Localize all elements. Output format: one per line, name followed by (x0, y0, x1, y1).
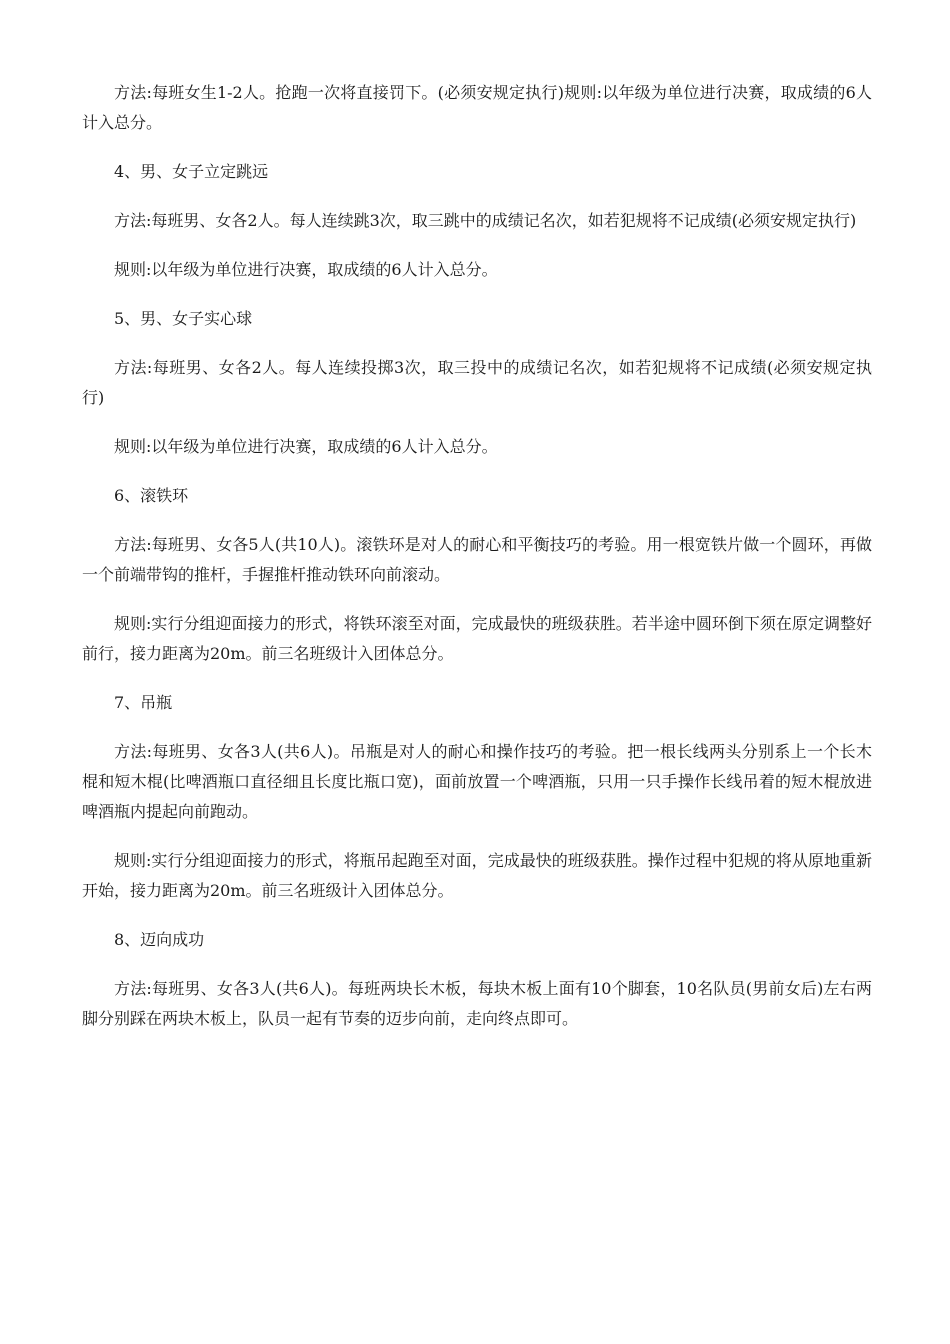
section-heading-standing-long-jump: 4、男、女子立定跳远 (114, 162, 269, 181)
paragraph-method-step-to-success: 方法:每班男、女各3人(共6人)。每班两块长木板，每块木板上面有10个脚套，10名队员(男前女后)左右两脚分别踩在两块木板上，队员一起有节奏的迈步向前，走向终点即可。 (82, 979, 872, 1028)
paragraph-method-bottle-hanging: 方法:每班男、女各3人(共6人)。吊瓶是对人的耐心和操作技巧的考验。把一根长线两头分别系上一个长木棍和短木棍(比啤酒瓶口直径细且长度比瓶口宽)，面前放置一个啤酒瓶，只用一只手操作长线吊着的短木棍放进啤酒瓶内提起向前跑动。 (82, 742, 872, 821)
paragraph-rule-medicine-ball: 规则:以年级为单位进行决赛，取成绩的6人计入总分。 (114, 437, 498, 456)
section-heading-bottle-hanging: 7、吊瓶 (114, 693, 173, 712)
section-heading-medicine-ball: 5、男、女子实心球 (114, 309, 253, 328)
section-heading-step-to-success: 8、迈向成功 (114, 930, 205, 949)
paragraph-method-long-jump: 方法:每班男、女各2人。每人连续跳3次，取三跳中的成绩记名次，如若犯规将不记成绩(必须安规定执行) (114, 211, 857, 230)
paragraph-rule-long-jump: 规则:以年级为单位进行决赛，取成绩的6人计入总分。 (114, 260, 498, 279)
paragraph-method-medicine-ball: 方法:每班男、女各2人。每人连续投掷3次，取三投中的成绩记名次，如若犯规将不记成绩(必须安规定执行) (82, 358, 872, 407)
paragraph-rule-hoop-rolling: 规则:实行分组迎面接力的形式，将铁环滚至对面，完成最快的班级获胜。若半途中圆环倒下须在原定调整好前行，接力距离为20m。前三名班级计入团体总分。 (82, 614, 872, 663)
section-heading-hoop-rolling: 6、滚铁环 (114, 486, 189, 505)
paragraph-rule-bottle-hanging: 规则:实行分组迎面接力的形式，将瓶吊起跑至对面，完成最快的班级获胜。操作过程中犯规的将从原地重新开始，接力距离为20m。前三名班级计入团体总分。 (82, 851, 872, 900)
paragraph-method-hoop-rolling: 方法:每班男、女各5人(共10人)。滚铁环是对人的耐心和平衡技巧的考验。用一根宽铁片做一个圆环，再做一个前端带钩的推杆，手握推杆推动铁环向前滚动。 (82, 535, 872, 584)
paragraph-method-long-run: 方法:每班女生1-2人。抢跑一次将直接罚下。(必须安规定执行)规则:以年级为单位进行决赛，取成绩的6人计入总分。 (82, 83, 872, 132)
